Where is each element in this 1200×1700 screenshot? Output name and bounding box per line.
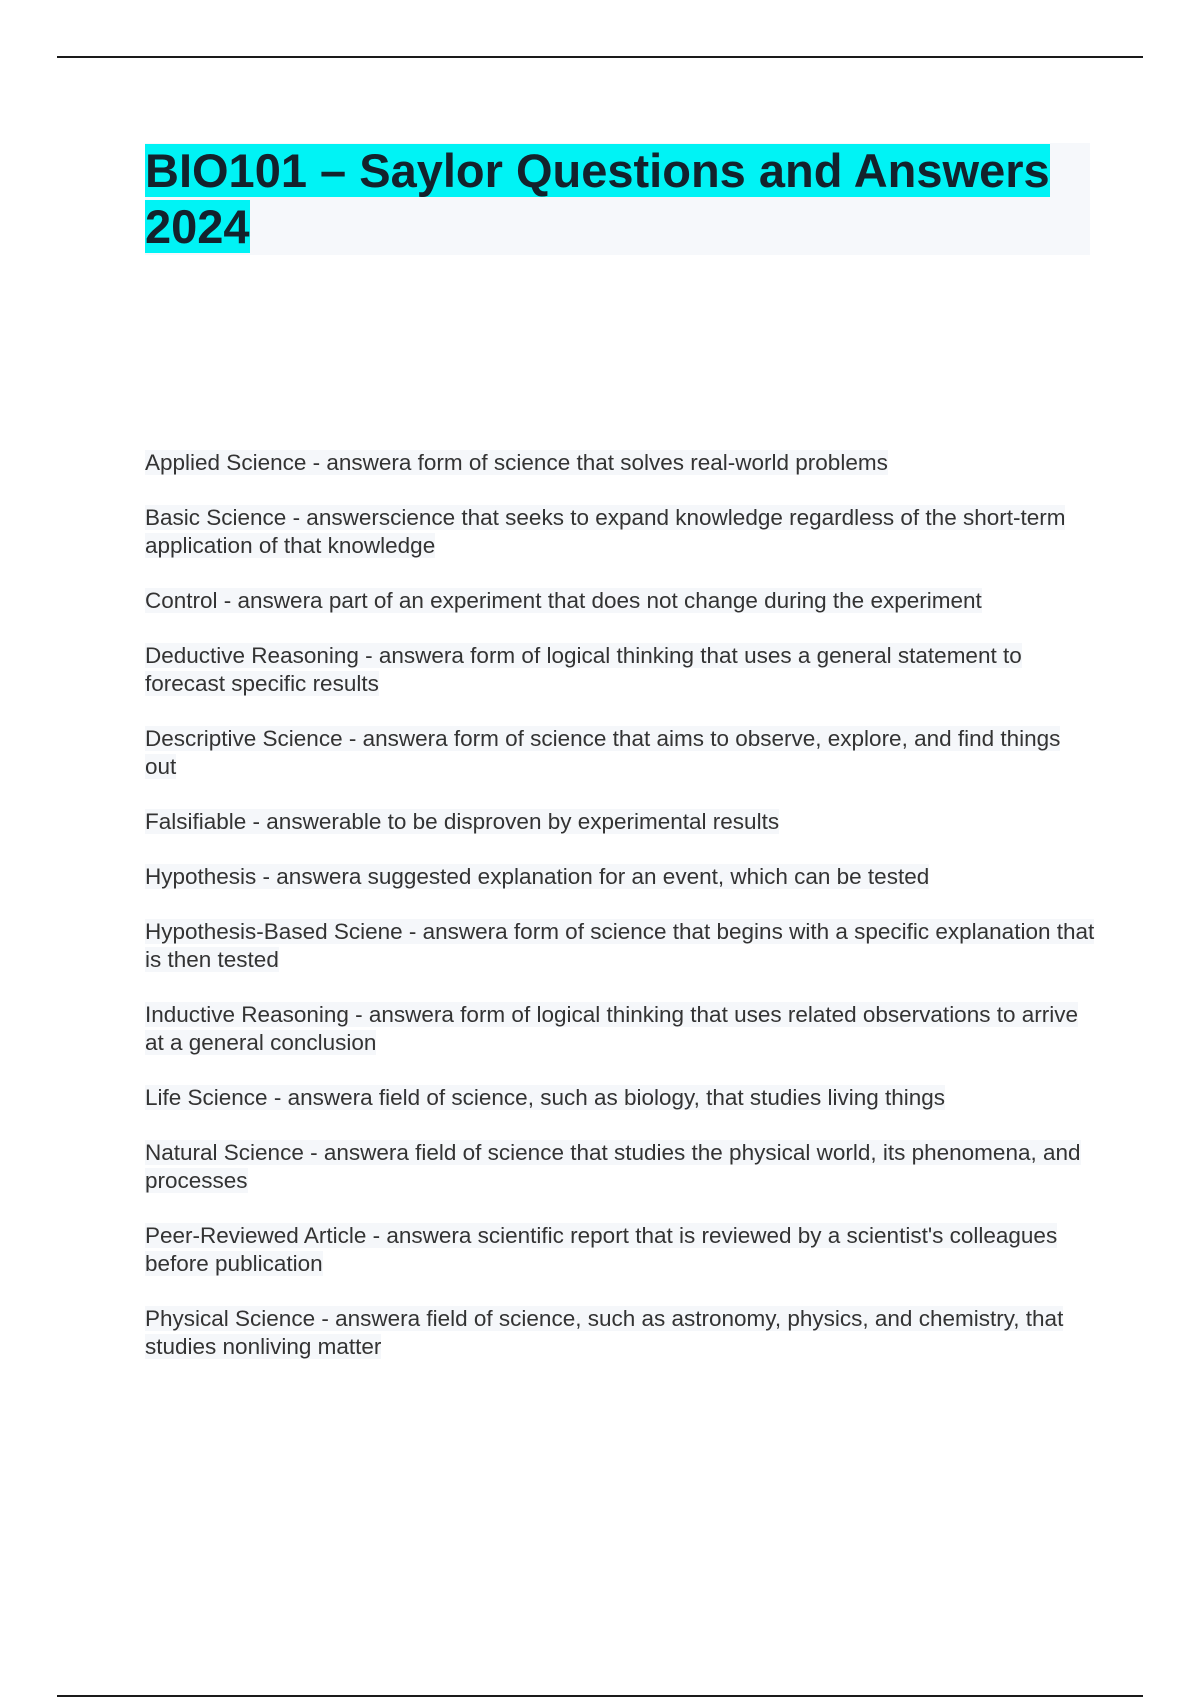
list-item [145,587,1095,615]
list-item-text: Applied Science - answera form of science that solves real-world problems [145,450,888,475]
list-item [145,1139,1095,1195]
list-item [145,1305,1095,1361]
list-item [145,504,1095,560]
top-rule [57,56,1143,58]
bottom-rule [57,1695,1143,1697]
list-item [145,1084,1095,1112]
list-item-text: Deductive Reasoning - answera form of logical thinking that uses a general statement to forecast specific results [145,643,1022,696]
term-list [145,449,1095,1388]
list-item-text: Peer-Reviewed Article - answera scientific report that is reviewed by a scientist's colleagues before publication [145,1223,1058,1276]
list-item [145,918,1095,974]
list-item-text: Physical Science - answera field of science, such as astronomy, physics, and chemistry, that studies nonliving matter [145,1306,1064,1359]
list-item-text: Hypothesis - answera suggested explanation for an event, which can be tested [145,864,930,889]
list-item-text: Control - answera part of an experiment that does not change during the experiment [145,588,982,613]
list-item [145,1001,1095,1057]
title-block [145,143,1090,255]
list-item-text: Falsifiable - answerable to be disproven by experimental results [145,809,780,834]
list-item [145,863,1095,891]
list-item-text: Descriptive Science - answera form of science that aims to observe, explore, and find things out [145,726,1061,779]
list-item [145,808,1095,836]
page-title-text: BIO101 – Saylor Questions and Answers 2024 [145,144,1050,253]
list-item-text: Life Science - answera field of science, such as biology, that studies living things [145,1085,946,1110]
list-item [145,1222,1095,1278]
list-item [145,642,1095,698]
list-item-text: Inductive Reasoning - answera form of logical thinking that uses related observations to arrive at a general conclusion [145,1002,1078,1055]
list-item [145,449,1095,477]
page-title [145,143,1090,255]
list-item-text: Basic Science - answerscience that seeks to expand knowledge regardless of the short-term application of that knowledge [145,505,1066,558]
list-item [145,725,1095,781]
list-item-text: Natural Science - answera field of science that studies the physical world, its phenomena, and processes [145,1140,1081,1193]
list-item-text: Hypothesis-Based Sciene - answera form of science that begins with a specific explanation that is then tested [145,919,1095,972]
